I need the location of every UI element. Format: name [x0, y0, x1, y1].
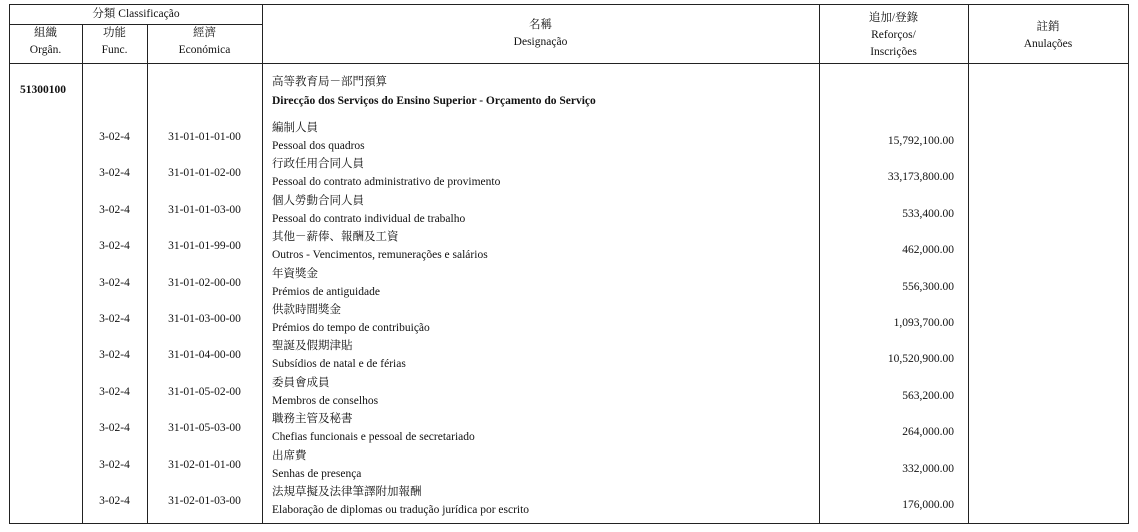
table-row: [0, 268, 1138, 304]
func-code: 3-02-4: [99, 349, 130, 362]
designation-header-zh: 名稱: [529, 19, 552, 31]
reforcos-header-zh: 追加/登錄: [868, 12, 919, 24]
econ-code: 31-01-04-00-00: [168, 349, 241, 362]
econ-code: 31-01-05-03-00: [168, 422, 241, 435]
classification-underline: [9, 24, 263, 25]
table-border-top: [9, 4, 1129, 5]
classification-header: 分類 Classificação: [92, 8, 180, 20]
func-header-pt: Func.: [101, 44, 128, 56]
table-row: [0, 340, 1138, 376]
func-code: 3-02-4: [99, 240, 130, 253]
designation-pt: Prémios de antiguidade: [272, 285, 380, 298]
table-row: [0, 195, 1138, 231]
designation-pt: Pessoal do contrato administrativo de provimento: [272, 176, 501, 189]
designation-pt: Elaboração de diplomas ou tradução jurídica por escrito: [272, 504, 530, 516]
func-header-zh: 功能: [103, 27, 126, 39]
designation-pt: Prémios do tempo de contribuição: [272, 322, 430, 334]
econ-code: 31-01-01-99-00: [168, 240, 241, 253]
designation-zh: 行政任用合同人員: [272, 158, 364, 171]
econ-header-zh: 經濟: [193, 27, 216, 39]
reforcos-amount: 33,173,800.00: [887, 171, 954, 184]
designation-zh: 法規草擬及法律筆譯附加報酬: [272, 486, 422, 498]
func-code: 3-02-4: [99, 495, 130, 507]
reforcos-amount: 462,000.00: [902, 244, 954, 257]
reforcos-amount: 10,520,900.00: [887, 353, 954, 366]
econ-code: 31-01-03-00-00: [168, 313, 241, 325]
designation-zh: 供款時間獎金: [272, 304, 341, 316]
designation-pt: Membros de conselhos: [272, 394, 379, 407]
anulacoes-header-pt: Anulações: [1023, 38, 1073, 50]
table-row: [0, 122, 1138, 158]
designation-header-pt: Designação: [513, 36, 568, 48]
func-code: 3-02-4: [99, 276, 130, 289]
designation-zh: 委員會成員: [272, 376, 330, 389]
econ-header-pt: Económica: [178, 44, 231, 56]
econ-code: 31-02-01-03-00: [168, 495, 241, 507]
designation-pt: Outros - Vencimentos, remunerações e salários: [272, 249, 488, 262]
reforcos-amount: 332,000.00: [902, 462, 954, 475]
func-code: 3-02-4: [99, 385, 130, 398]
econ-code: 31-01-01-01-00: [168, 131, 241, 143]
organ-header-zh: 組織: [34, 27, 57, 39]
reforcos-amount: 563,200.00: [902, 389, 954, 402]
reforcos-amount: 15,792,100.00: [887, 135, 954, 147]
reforcos-amount: 533,400.00: [902, 207, 954, 220]
anulacoes-header-zh: 註銷: [1036, 21, 1060, 33]
table-row: [0, 450, 1138, 486]
section-title-zh: 高等教育局－部門預算: [272, 76, 387, 88]
econ-code: 31-02-01-01-00: [168, 458, 241, 471]
designation-zh: 職務主管及秘書: [272, 413, 353, 426]
designation-pt: Chefias funcionais e pessoal de secretariado: [272, 431, 475, 444]
func-code: 3-02-4: [99, 131, 130, 143]
reforcos-amount: 176,000.00: [902, 499, 954, 511]
designation-zh: 出席費: [272, 449, 307, 462]
designation-pt: Subsídios de natal e de férias: [272, 358, 406, 371]
econ-code: 31-01-01-03-00: [168, 203, 241, 216]
designation-pt: Pessoal do contrato individual de trabalho: [272, 212, 466, 225]
econ-code: 31-01-02-00-00: [168, 276, 241, 289]
reforcos-amount: 264,000.00: [902, 426, 954, 439]
reforcos-header-pt1: Reforços/: [871, 29, 916, 41]
designation-zh: 聖誕及假期津貼: [272, 340, 353, 353]
designation-pt: Senhas de presença: [272, 467, 362, 480]
table-border-bottom: [9, 523, 1129, 524]
header-bottom-line: [9, 63, 1129, 64]
reforcos-header-pt2: Inscrições: [870, 46, 917, 58]
table-row: [0, 413, 1138, 449]
organ-code: 51300100: [20, 84, 66, 96]
reforcos-amount: 1,093,700.00: [893, 317, 954, 329]
designation-zh: 年資獎金: [272, 267, 318, 280]
designation-zh: 其他－薪俸、報酬及工資: [272, 231, 399, 244]
organ-header-pt: Orgân.: [29, 44, 62, 56]
econ-code: 31-01-01-02-00: [168, 167, 241, 180]
table-row: [0, 304, 1138, 340]
designation-zh: 編制人員: [272, 122, 318, 134]
table-row: [0, 377, 1138, 413]
func-code: 3-02-4: [99, 422, 130, 435]
func-code: 3-02-4: [99, 313, 130, 325]
table-row: [0, 486, 1138, 522]
func-code: 3-02-4: [99, 167, 130, 180]
designation-zh: 個人勞動合同人員: [272, 194, 364, 207]
func-code: 3-02-4: [99, 203, 130, 216]
func-code: 3-02-4: [99, 458, 130, 471]
econ-code: 31-01-05-02-00: [168, 385, 241, 398]
table-row: [0, 158, 1138, 194]
section-title-pt: Direcção dos Serviços do Ensino Superior - Orçamento do Serviço: [272, 95, 596, 107]
reforcos-amount: 556,300.00: [902, 280, 954, 293]
designation-pt: Pessoal dos quadros: [272, 140, 365, 152]
table-row: [0, 231, 1138, 267]
